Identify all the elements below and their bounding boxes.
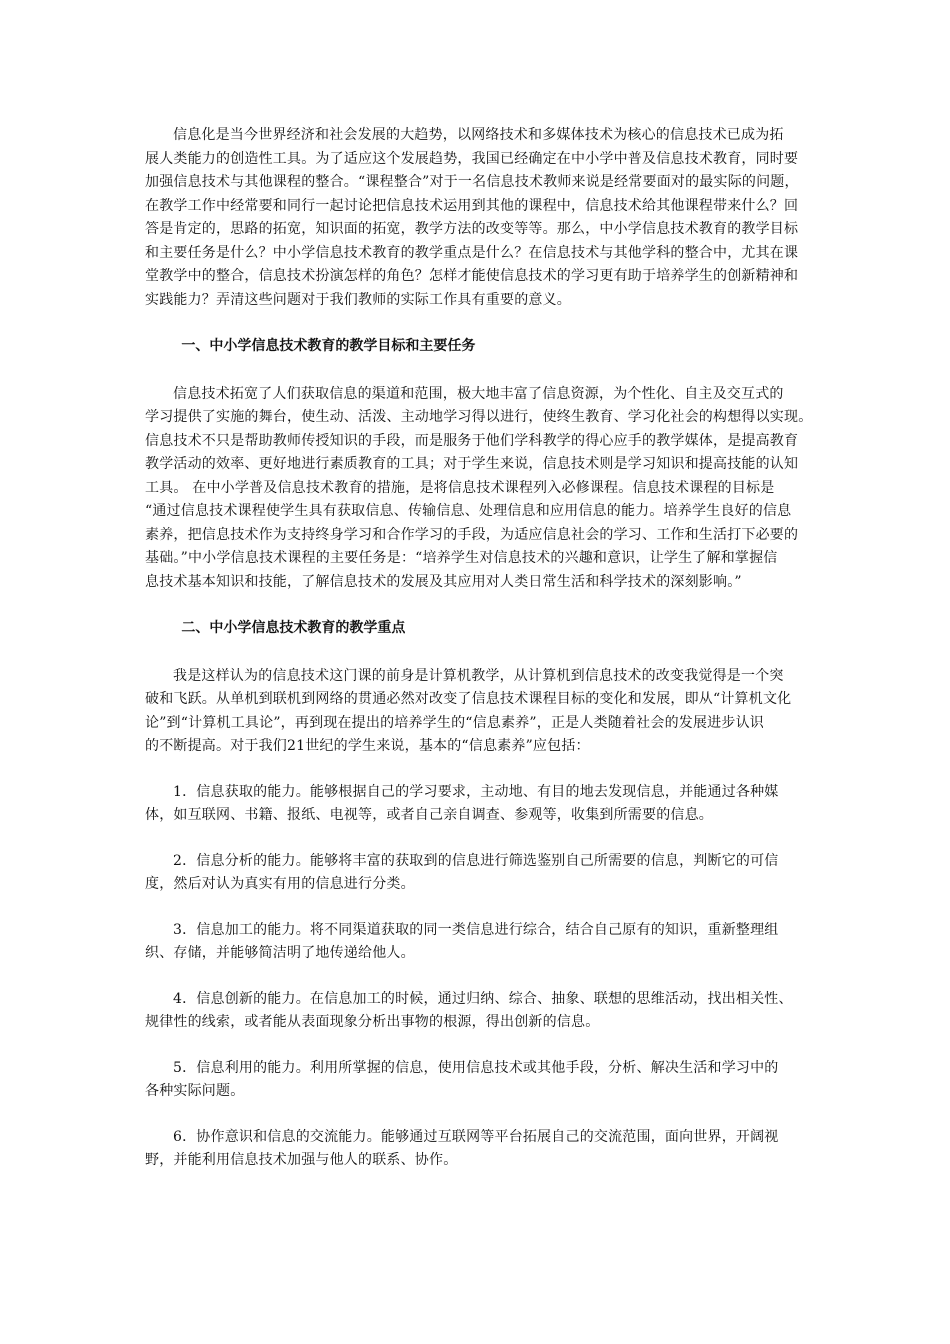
text-line: 学习提供了实施的舞台，使生动、活泼、主动地学习得以进行，使终生教育、学习化社会的构想得以实现。 [145, 409, 813, 425]
text-line: 答是肯定的，思路的拓宽，知识面的拓宽，教学方法的改变等等。那么，中小学信息技术教育的教学目标 [145, 221, 799, 237]
text-line: 和主要任务是什么？中小学信息技术教育的教学重点是什么？在信息技术与其他学科的整合中，尤其在课 [145, 244, 799, 261]
text-line: 在教学工作中经常要和同行一起讨论把信息技术运用到其他的课程中，信息技术给其他课程带来什么？回 [145, 197, 799, 214]
list-item [145, 919, 810, 966]
text-line: 信息技术拓宽了人们获取信息的渠道和范围，极大地丰富了信息资源，为个性化、自主及交互式的 [173, 385, 784, 402]
section-2-heading: 二、中小学信息技术教育的教学重点 [181, 620, 406, 636]
text-line: 素养，把信息技术作为支持终身学习和合作学习的手段，为适应信息社会的学习、工作和生活打下必要的 [145, 526, 799, 543]
text-line: 加强信息技术与其他课程的整合。“课程整合”对于一名信息技术教师来说是经常要面对的最实际的问题， [145, 174, 799, 190]
text-line: 信息化是当今世界经济和社会发展的大趋势，以网络技术和多媒体技术为核心的信息技术已成为拓 [173, 127, 784, 143]
text-line: 信息技术不只是帮助教师传授知识的手段，而是服务于他们学科教学的得心应手的教学媒体，是提高教育 [145, 432, 799, 449]
text-line: 体，如互联网、书籍、报纸、电视等，或者自己亲自调查、参观等，收集到所需要的信息。 [145, 807, 713, 823]
text-line: 4．信息创新的能力。在信息加工的时候，通过归纳、综合、抽象、联想的思维活动，找出相关性、 [173, 990, 793, 1007]
text-line: 3．信息加工的能力。将不同渠道获取的同一类信息进行综合，结合自己原有的知识，重新整理组 [173, 921, 779, 938]
document-page [145, 124, 813, 1173]
text-line: 的不断提高。对于我们21世纪的学生来说，基本的“信息素养”应包括： [145, 738, 590, 754]
list-item [145, 781, 810, 828]
section-2-paragraph [145, 665, 810, 759]
text-line: 教学活动的效率、更好地进行素质教育的工具；对于学生来说，信息技术则是学习知识和提高技能的认知 [145, 456, 799, 472]
text-line: 织、存储，并能够简洁明了地传递给他人。 [145, 945, 415, 961]
intro-paragraph [145, 124, 810, 312]
section-1-paragraph [145, 383, 813, 595]
text-line: 规律性的线索，或者能从表面现象分析出事物的根源，得出创新的信息。 [145, 1014, 600, 1030]
text-line: 堂教学中的整合，信息技术扮演怎样的角色？怎样才能使信息技术的学习更有助于培养学生的创新精神和 [145, 268, 799, 284]
text-line: 我是这样认为的信息技术这门课的前身是计算机教学，从计算机到信息技术的改变我觉得是一个突 [173, 667, 784, 684]
list-item [145, 1126, 810, 1173]
list-item [145, 1057, 810, 1104]
text-line: 野，并能利用信息技术加强与他人的联系、协作。 [145, 1152, 458, 1168]
text-line: 2．信息分析的能力。能够将丰富的获取到的信息进行筛选鉴别自己所需要的信息，判断它的可信 [173, 852, 779, 869]
text-line: 6．协作意识和信息的交流能力。能够通过互联网等平台拓展自己的交流范围，面向世界，开阔视 [173, 1128, 779, 1145]
list-item [145, 988, 810, 1035]
text-line: “通过信息技术课程使学生具有获取信息、传输信息、处理信息和应用信息的能力。培养学生良好的信息 [145, 503, 792, 519]
text-line: 1．信息获取的能力。能够根据自己的学习要求，主动地、有目的地去发现信息，并能通过各种媒 [173, 783, 779, 800]
text-line: 实践能力？弄清这些问题对于我们教师的实际工作具有重要的意义。 [145, 291, 571, 308]
text-line: 展人类能力的创造性工具。为了适应这个发展趋势，我国已经确定在中小学中普及信息技术教育，同时要 [145, 150, 799, 167]
text-line: 论”到“计算机工具论”，再到现在提出的培养学生的“信息素养”，正是人类随着社会的发展进步认识 [145, 714, 764, 731]
text-line: 5．信息利用的能力。利用所掌握的信息，使用信息技术或其他手段，分析、解决生活和学习中的 [173, 1059, 779, 1076]
text-line: 度，然后对认为真实有用的信息进行分类。 [145, 876, 415, 892]
section-1-heading: 一、中小学信息技术教育的教学目标和主要任务 [181, 338, 476, 354]
text-line: 息技术基本知识和技能，了解信息技术的发展及其应用对人类日常生活和科学技术的深刻影响。” [145, 573, 742, 590]
text-line: 基础。”中小学信息技术课程的主要任务是：“培养学生对信息技术的兴趣和意识，让学生了解和掌握信 [145, 550, 778, 566]
text-line: 工具。 在中小学普及信息技术教育的措施，是将信息技术课程列入必修课程。信息技术课程的目标是 [145, 479, 775, 496]
list-item [145, 850, 810, 897]
text-line: 各种实际问题。 [145, 1083, 245, 1099]
text-line: 破和飞跃。从单机到联机到网络的贯通必然对改变了信息技术课程目标的变化和发展，即从“计算机文化 [145, 691, 792, 707]
